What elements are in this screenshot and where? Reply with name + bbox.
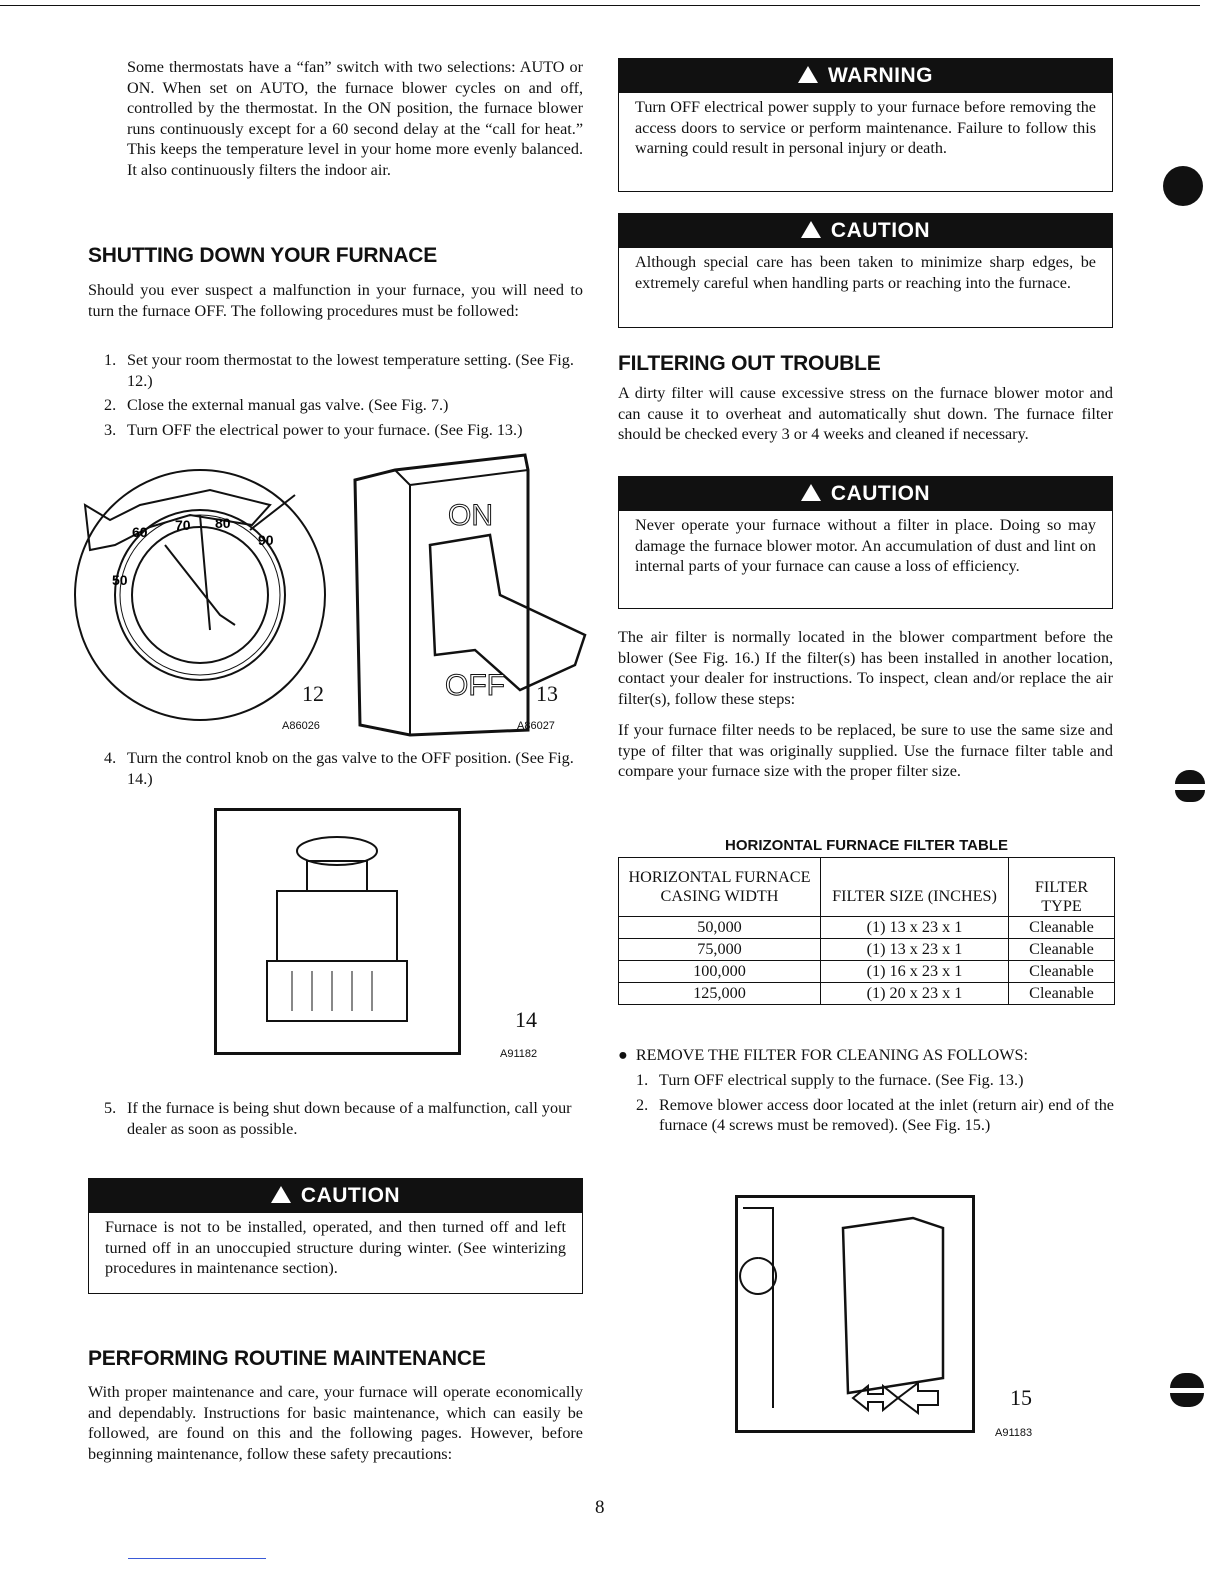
column-header-filter-size: FILTER SIZE (INCHES) — [821, 858, 1009, 917]
dial-label-80: 80 — [215, 515, 231, 531]
table-header-row — [619, 858, 1115, 917]
warning-text: Turn OFF electrical power supply to your furnace before removing the access doors to service or perform maintenance. Failure to follow this warning could result in personal injury or death. — [635, 98, 1096, 157]
page-number: 8 — [595, 1497, 605, 1518]
figure-12-id: A86026 — [282, 720, 320, 732]
binding-hole-mark — [1170, 1373, 1204, 1388]
filter-replace-paragraph: If your furnace filter needs to be replaced, be sure to use the same size and type of filter that was originally supplied. Use the furnace filter table and compare your furnace size with the proper filter size. — [618, 721, 1113, 780]
shutdown-steps-1-3 — [104, 350, 583, 444]
bottom-rule — [128, 1558, 266, 1559]
gas-valve-illustration — [217, 811, 458, 1052]
table-row: 50,000 (1) 13 x 23 x 1 Cleanable — [619, 917, 1115, 939]
filter-step-2: 2. Remove blower access door located at the inlet (return air) end of the furnace (4 screws must be removed). (See Fig. 15.) — [636, 1095, 1114, 1134]
remove-filter-bullet: ● REMOVE THE FILTER FOR CLEANING AS FOLLOWS: — [618, 1046, 1028, 1064]
caution-header: CAUTION — [619, 214, 1112, 248]
caution-text: Furnace is not to be installed, operated, and then turned off and left turned off in an unoccupied structure during winter. (See winterizing procedures in maintenance section). — [105, 1218, 566, 1277]
figure-15-id: A91183 — [995, 1427, 1033, 1439]
blower-door-figure — [735, 1195, 975, 1433]
figure-13-number: 13 — [536, 681, 558, 706]
section-heading-shutdown: SHUTTING DOWN YOUR FURNACE — [88, 244, 438, 267]
shutdown-paragraph: Should you ever suspect a malfunction in your furnace, you will need to turn the furnace OFF. The following procedures must be followed: — [88, 281, 583, 320]
warning-triangle-icon — [271, 1186, 291, 1203]
figure-12-number: 12 — [302, 681, 324, 706]
intro-paragraph: Some thermostats have a “fan” switch with two selections: AUTO or ON. When set on AUTO, the furnace blower cycles on and off, controlled by the thermostat. In the ON position, the furnace blower runs continuously except for a 60 second delay at the “call for heat.” This keeps the temperature level in your home more evenly balanced. It also continuously filters the indoor air. — [127, 58, 583, 179]
dial-label-60: 60 — [132, 524, 148, 540]
step-4: 4. Turn the control knob on the gas valve to the OFF position. (See Fig. 14.) — [104, 749, 574, 788]
section-heading-filtering: FILTERING OUT TROUBLE — [618, 352, 881, 375]
warning-triangle-icon — [798, 66, 818, 83]
step-3: 3. Turn OFF the electrical power to your furnace. (See Fig. 13.) — [104, 420, 523, 439]
figure-13-id: A86027 — [517, 720, 555, 732]
dial-label-70: 70 — [175, 517, 191, 533]
caution-box-unoccupied — [88, 1178, 583, 1294]
caution-box-sharp-edges — [618, 213, 1113, 328]
table-row: 75,000 (1) 13 x 23 x 1 Cleanable — [619, 939, 1115, 961]
caution-text: Never operate your furnace without a filter in place. Doing so may damage the furnace blower motor. An accumulation of dust and lint on internal parts of your furnace can cause a loss of efficiency. — [635, 516, 1096, 575]
step-2: 2. Close the external manual gas valve. (See Fig. 7.) — [104, 396, 449, 414]
binding-hole-mark — [1175, 790, 1205, 802]
dial-label-50: 50 — [112, 572, 128, 588]
figure-14-id: A91182 — [500, 1048, 538, 1060]
warning-header: WARNING — [619, 59, 1112, 93]
bullet-icon: ● — [618, 1046, 636, 1064]
top-rule — [0, 5, 1200, 6]
gas-valve-figure — [214, 808, 461, 1055]
filter-table — [618, 857, 1115, 1005]
step-1: 1. Set your room thermostat to the lowest temperature setting. (See Fig. 12.) — [104, 351, 574, 390]
warning-box — [618, 58, 1113, 192]
binding-hole-mark — [1170, 1393, 1204, 1407]
filter-steps — [636, 1070, 1114, 1140]
filter-location-paragraph: The air filter is normally located in the blower compartment before the blower (See Fig. 16.) If the filter(s) has been installed in another location, contact your dealer for instructions. To inspect, clean and/or replace the air filter(s), follow these steps: — [618, 628, 1113, 708]
table-row: 100,000 (1) 16 x 23 x 1 Cleanable — [619, 961, 1115, 983]
blower-door-illustration — [738, 1198, 972, 1430]
table-row: 125,000 (1) 20 x 23 x 1 Cleanable — [619, 983, 1115, 1005]
step-5: 5. If the furnace is being shut down because of a malfunction, call your dealer as soon as possible. — [104, 1099, 572, 1138]
thermostat-dial-figure — [70, 465, 340, 735]
caution-header: CAUTION — [89, 1179, 582, 1213]
caution-text: Although special care has been taken to minimize sharp edges, be extremely careful when handling parts or reaching into the furnace. — [635, 253, 1096, 292]
figure-14-number: 14 — [515, 1007, 537, 1032]
binding-hole-mark — [1175, 770, 1205, 784]
warning-triangle-icon — [801, 484, 821, 501]
binding-hole-mark — [1163, 166, 1203, 206]
column-header-filter-type: FILTER TYPE — [1009, 858, 1115, 917]
caution-box-filter — [618, 476, 1113, 609]
figure-15-number: 15 — [1010, 1385, 1032, 1410]
warning-triangle-icon — [801, 221, 821, 238]
caution-header: CAUTION — [619, 477, 1112, 511]
filter-table-title: HORIZONTAL FURNACE FILTER TABLE — [724, 837, 1009, 854]
column-header-casing-width: HORIZONTAL FURNACE CASING WIDTH — [619, 858, 821, 917]
section-heading-maintenance: PERFORMING ROUTINE MAINTENANCE — [88, 1347, 486, 1370]
filter-paragraph: A dirty filter will cause excessive stress on the furnace blower motor and can cause it to overheat and automatically shut down. The furnace filter should be checked every 3 or 4 weeks and cleaned if necessary. — [618, 384, 1113, 443]
switch-on-label: ON — [448, 499, 493, 532]
maintenance-paragraph: With proper maintenance and care, your furnace will operate economically and dependably. Instructions for basic maintenance, which can easily be followed, are found on this and the following pages. However, before beginning maintenance, follow these safety precautions: — [88, 1383, 583, 1463]
dial-label-90: 90 — [258, 532, 274, 548]
switch-off-label: OFF — [445, 669, 505, 702]
filter-step-1: 1. Turn OFF electrical supply to the furnace. (See Fig. 13.) — [636, 1071, 1024, 1089]
